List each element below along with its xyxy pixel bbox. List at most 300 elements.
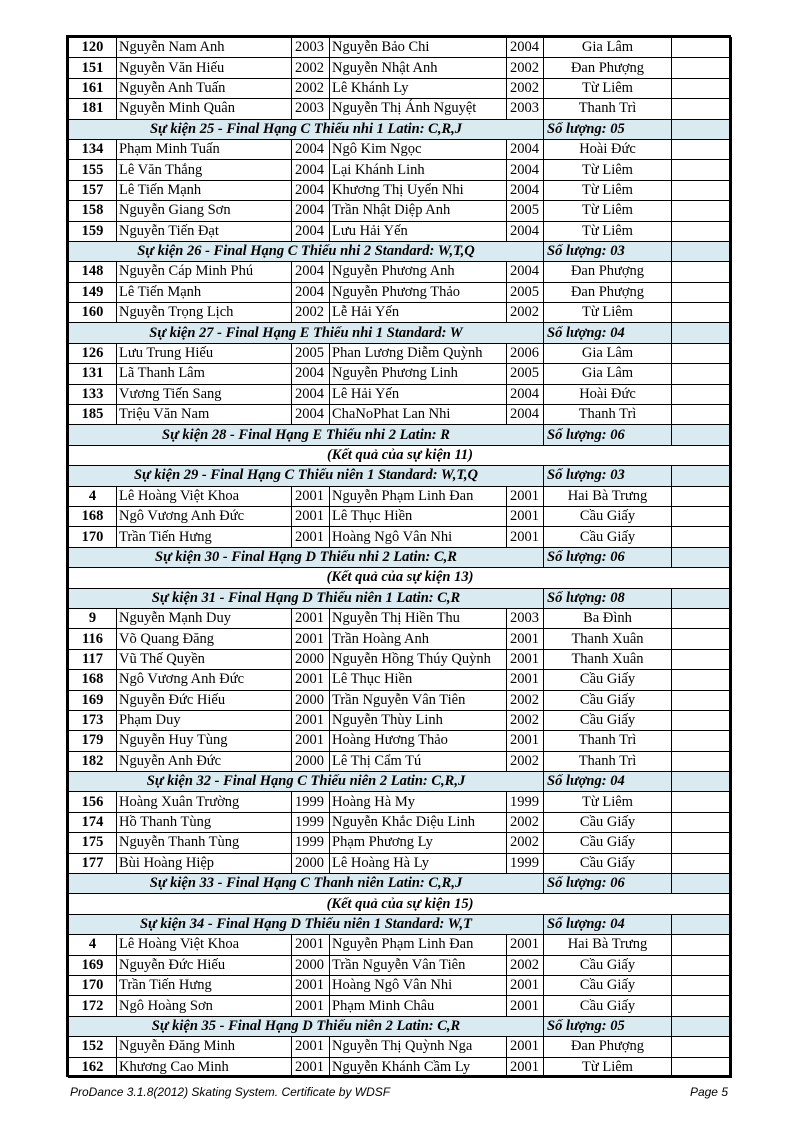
male-name: Ngô Vương Anh Đức — [117, 670, 292, 690]
event-note-row — [69, 568, 732, 588]
male-birth-year: 2003 — [292, 38, 330, 58]
female-birth-year: 2002 — [507, 955, 544, 975]
empty-cell — [672, 1057, 732, 1077]
empty-cell — [672, 975, 732, 995]
empty-cell — [672, 221, 732, 241]
couple-number: 172 — [69, 996, 117, 1016]
male-name: Trần Tiến Hưng — [117, 527, 292, 547]
club: Đan Phượng — [544, 58, 672, 78]
female-name: Trần Nhật Diệp Anh — [330, 201, 507, 221]
male-birth-year: 2001 — [292, 1037, 330, 1057]
male-name: Khương Cao Minh — [117, 1057, 292, 1077]
female-birth-year: 2002 — [507, 78, 544, 98]
club: Cầu Giấy — [544, 833, 672, 853]
female-name: ChaNoPhat Lan Nhi — [330, 405, 507, 425]
female-name: Phan Lương Diễm Quỳnh — [330, 343, 507, 363]
male-birth-year: 2001 — [292, 1057, 330, 1077]
empty-cell — [672, 649, 732, 669]
event-title: Sự kiện 25 - Final Hạng C Thiếu nhi 1 Latin: C,R,J — [69, 119, 544, 139]
female-name: Lưu Hải Yến — [330, 221, 507, 241]
male-birth-year: 2004 — [292, 405, 330, 425]
couple-number: 126 — [69, 343, 117, 363]
male-name: Phạm Duy — [117, 710, 292, 730]
event-note: (Kết quả của sự kiện 13) — [69, 568, 732, 588]
male-name: Phạm Minh Tuấn — [117, 139, 292, 159]
couple-number: 168 — [69, 506, 117, 526]
male-birth-year: 2001 — [292, 486, 330, 506]
female-name: Nguyễn Thùy Linh — [330, 710, 507, 730]
female-birth-year: 2006 — [507, 343, 544, 363]
club: Từ Liêm — [544, 160, 672, 180]
couple-number: 117 — [69, 649, 117, 669]
club: Hai Bà Trưng — [544, 486, 672, 506]
female-birth-year: 2004 — [507, 160, 544, 180]
table-row — [69, 139, 732, 159]
event-header-row — [69, 874, 732, 894]
female-name: Hoàng Hương Thảo — [330, 731, 507, 751]
male-birth-year: 2002 — [292, 58, 330, 78]
female-birth-year: 2003 — [507, 608, 544, 628]
club: Thanh Trì — [544, 751, 672, 771]
male-name: Trần Tiến Hưng — [117, 975, 292, 995]
male-name: Nguyễn Tiến Đạt — [117, 221, 292, 241]
couple-number: 177 — [69, 853, 117, 873]
female-birth-year: 2001 — [507, 731, 544, 751]
club: Từ Liêm — [544, 201, 672, 221]
female-birth-year: 2004 — [507, 38, 544, 58]
male-name: Nguyễn Anh Tuấn — [117, 78, 292, 98]
club: Thanh Xuân — [544, 629, 672, 649]
female-name: Nguyễn Phạm Linh Đan — [330, 935, 507, 955]
male-birth-year: 2001 — [292, 975, 330, 995]
female-name: Nguyễn Phạm Linh Đan — [330, 486, 507, 506]
couple-number: 4 — [69, 486, 117, 506]
female-name: Lê Khánh Ly — [330, 78, 507, 98]
club: Thanh Trì — [544, 731, 672, 751]
male-name: Lê Văn Thắng — [117, 160, 292, 180]
female-birth-year: 2001 — [507, 1057, 544, 1077]
female-birth-year: 2004 — [507, 139, 544, 159]
empty-cell — [672, 466, 732, 486]
female-birth-year: 2001 — [507, 935, 544, 955]
club: Gia Lâm — [544, 343, 672, 363]
male-name: Ngô Hoàng Sơn — [117, 996, 292, 1016]
empty-cell — [672, 343, 732, 363]
table-row — [69, 833, 732, 853]
table-row — [69, 1057, 732, 1077]
footer-page-number: Page 5 — [689, 1085, 728, 1099]
couple-number: 133 — [69, 384, 117, 404]
event-count: Số lượng: 06 — [544, 547, 672, 567]
empty-cell — [672, 547, 732, 567]
female-birth-year: 2001 — [507, 1037, 544, 1057]
club: Cầu Giấy — [544, 670, 672, 690]
male-birth-year: 2001 — [292, 506, 330, 526]
table-row — [69, 78, 732, 98]
couple-number: 9 — [69, 608, 117, 628]
female-birth-year: 2001 — [507, 506, 544, 526]
empty-cell — [672, 241, 732, 261]
female-name: Trần Nguyễn Vân Tiên — [330, 955, 507, 975]
couple-number: 156 — [69, 792, 117, 812]
table-row — [69, 160, 732, 180]
female-birth-year: 2004 — [507, 262, 544, 282]
event-count: Số lượng: 08 — [544, 588, 672, 608]
female-name: Lại Khánh Linh — [330, 160, 507, 180]
event-count: Số lượng: 03 — [544, 241, 672, 261]
female-birth-year: 2001 — [507, 670, 544, 690]
male-birth-year: 2001 — [292, 527, 330, 547]
male-birth-year: 2004 — [292, 384, 330, 404]
table-row — [69, 935, 732, 955]
female-name: Hoàng Hà My — [330, 792, 507, 812]
female-birth-year: 2002 — [507, 303, 544, 323]
couple-number: 162 — [69, 1057, 117, 1077]
event-title: Sự kiện 30 - Final Hạng D Thiếu nhi 2 Latin: C,R — [69, 547, 544, 567]
female-birth-year: 2001 — [507, 486, 544, 506]
male-birth-year: 2001 — [292, 608, 330, 628]
female-birth-year: 2004 — [507, 384, 544, 404]
female-name: Lê Hoàng Hà Ly — [330, 853, 507, 873]
female-name: Phạm Phương Ly — [330, 833, 507, 853]
male-name: Nguyễn Nam Anh — [117, 38, 292, 58]
club: Cầu Giấy — [544, 812, 672, 832]
male-birth-year: 2001 — [292, 996, 330, 1016]
club: Từ Liêm — [544, 792, 672, 812]
event-title: Sự kiện 29 - Final Hạng C Thiếu niên 1 Standard: W,T,Q — [69, 466, 544, 486]
table-row — [69, 690, 732, 710]
female-birth-year: 2001 — [507, 527, 544, 547]
table-row — [69, 506, 732, 526]
male-birth-year: 2004 — [292, 262, 330, 282]
empty-cell — [672, 751, 732, 771]
page-footer — [70, 1085, 730, 1099]
female-name: Nguyễn Phương Linh — [330, 364, 507, 384]
event-count: Số lượng: 05 — [544, 119, 672, 139]
female-birth-year: 2002 — [507, 690, 544, 710]
event-title: Sự kiện 33 - Final Hạng C Thanh niên Latin: C,R,J — [69, 874, 544, 894]
female-birth-year: 2005 — [507, 282, 544, 302]
table-row — [69, 38, 732, 58]
male-name: Bùi Hoàng Hiệp — [117, 853, 292, 873]
male-name: Triệu Văn Nam — [117, 405, 292, 425]
event-title: Sự kiện 34 - Final Hạng D Thiếu niên 1 Standard: W,T — [69, 914, 544, 934]
female-birth-year: 2001 — [507, 975, 544, 995]
male-birth-year: 2004 — [292, 364, 330, 384]
empty-cell — [672, 405, 732, 425]
club: Cầu Giấy — [544, 955, 672, 975]
event-count: Số lượng: 04 — [544, 914, 672, 934]
table-row — [69, 527, 732, 547]
event-header-row — [69, 772, 732, 792]
empty-cell — [672, 853, 732, 873]
couple-number: 157 — [69, 180, 117, 200]
table-row — [69, 405, 732, 425]
empty-cell — [672, 78, 732, 98]
empty-cell — [672, 608, 732, 628]
table-row — [69, 670, 732, 690]
event-count: Số lượng: 06 — [544, 425, 672, 445]
event-note: (Kết quả của sự kiện 11) — [69, 445, 732, 465]
male-name: Lê Hoàng Việt Khoa — [117, 935, 292, 955]
empty-cell — [672, 323, 732, 343]
female-name: Nguyễn Thị Quỳnh Nga — [330, 1037, 507, 1057]
couple-number: 173 — [69, 710, 117, 730]
female-birth-year: 2001 — [507, 996, 544, 1016]
club: Cầu Giấy — [544, 975, 672, 995]
male-birth-year: 2001 — [292, 629, 330, 649]
event-title: Sự kiện 31 - Final Hạng D Thiếu niên 1 Latin: C,R — [69, 588, 544, 608]
male-name: Lê Tiến Mạnh — [117, 282, 292, 302]
female-birth-year: 2003 — [507, 99, 544, 119]
empty-cell — [672, 629, 732, 649]
male-birth-year: 2001 — [292, 935, 330, 955]
female-name: Nguyễn Khánh Cầm Ly — [330, 1057, 507, 1077]
male-name: Nguyễn Đức Hiếu — [117, 690, 292, 710]
event-header-row — [69, 425, 732, 445]
table-row — [69, 201, 732, 221]
club: Đan Phượng — [544, 282, 672, 302]
female-name: Lễ Hải Yến — [330, 303, 507, 323]
male-name: Hoàng Xuân Trường — [117, 792, 292, 812]
male-name: Nguyễn Trọng Lịch — [117, 303, 292, 323]
couple-number: 181 — [69, 99, 117, 119]
table-row — [69, 731, 732, 751]
female-name: Nguyễn Bảo Chi — [330, 38, 507, 58]
couple-number: 116 — [69, 629, 117, 649]
couple-number: 179 — [69, 731, 117, 751]
empty-cell — [672, 772, 732, 792]
event-count: Số lượng: 06 — [544, 874, 672, 894]
empty-cell — [672, 119, 732, 139]
male-name: Lưu Trung Hiếu — [117, 343, 292, 363]
empty-cell — [672, 874, 732, 894]
female-name: Phạm Minh Châu — [330, 996, 507, 1016]
club: Từ Liêm — [544, 180, 672, 200]
couple-number: 148 — [69, 262, 117, 282]
couple-number: 161 — [69, 78, 117, 98]
table-row — [69, 812, 732, 832]
couple-number: 185 — [69, 405, 117, 425]
couple-number: 182 — [69, 751, 117, 771]
male-birth-year: 2002 — [292, 303, 330, 323]
event-title: Sự kiện 27 - Final Hạng E Thiếu nhi 1 Standard: W — [69, 323, 544, 343]
table-row — [69, 792, 732, 812]
female-birth-year: 1999 — [507, 853, 544, 873]
couple-number: 170 — [69, 527, 117, 547]
table-row — [69, 282, 732, 302]
male-name: Nguyễn Giang Sơn — [117, 201, 292, 221]
male-name: Nguyễn Mạnh Duy — [117, 608, 292, 628]
male-birth-year: 2000 — [292, 649, 330, 669]
empty-cell — [672, 282, 732, 302]
male-birth-year: 2003 — [292, 99, 330, 119]
club: Ba Đình — [544, 608, 672, 628]
female-birth-year: 2001 — [507, 629, 544, 649]
table-row — [69, 853, 732, 873]
male-name: Ngô Vương Anh Đức — [117, 506, 292, 526]
couple-number: 169 — [69, 955, 117, 975]
club: Từ Liêm — [544, 303, 672, 323]
club: Gia Lâm — [544, 38, 672, 58]
male-name: Vương Tiến Sang — [117, 384, 292, 404]
male-name: Nguyễn Đăng Minh — [117, 1037, 292, 1057]
male-name: Nguyễn Anh Đức — [117, 751, 292, 771]
male-name: Võ Quang Đăng — [117, 629, 292, 649]
male-birth-year: 2001 — [292, 710, 330, 730]
female-birth-year: 1999 — [507, 792, 544, 812]
couple-number: 149 — [69, 282, 117, 302]
event-note-row — [69, 445, 732, 465]
club: Cầu Giấy — [544, 710, 672, 730]
event-note-row — [69, 894, 732, 914]
empty-cell — [672, 58, 732, 78]
table-row — [69, 1037, 732, 1057]
female-name: Lê Hải Yến — [330, 384, 507, 404]
male-birth-year: 1999 — [292, 833, 330, 853]
empty-cell — [672, 180, 732, 200]
empty-cell — [672, 812, 732, 832]
female-name: Nguyễn Phương Thảo — [330, 282, 507, 302]
female-name: Nguyễn Nhật Anh — [330, 58, 507, 78]
club: Gia Lâm — [544, 364, 672, 384]
club: Hoài Đức — [544, 139, 672, 159]
male-birth-year: 2000 — [292, 853, 330, 873]
event-header-row — [69, 119, 732, 139]
female-birth-year: 2002 — [507, 812, 544, 832]
event-header-row — [69, 914, 732, 934]
table-row — [69, 629, 732, 649]
male-name: Lã Thanh Lâm — [117, 364, 292, 384]
club: Cầu Giấy — [544, 527, 672, 547]
female-name: Nguyễn Khắc Diệu Linh — [330, 812, 507, 832]
empty-cell — [672, 38, 732, 58]
male-name: Nguyễn Thanh Tùng — [117, 833, 292, 853]
empty-cell — [672, 99, 732, 119]
event-header-row — [69, 547, 732, 567]
empty-cell — [672, 262, 732, 282]
results-body — [69, 38, 732, 1078]
empty-cell — [672, 690, 732, 710]
male-birth-year: 2004 — [292, 180, 330, 200]
couple-number: 120 — [69, 38, 117, 58]
empty-cell — [672, 1016, 732, 1036]
couple-number: 155 — [69, 160, 117, 180]
event-header-row — [69, 466, 732, 486]
female-birth-year: 2002 — [507, 833, 544, 853]
couple-number: 158 — [69, 201, 117, 221]
female-birth-year: 2002 — [507, 751, 544, 771]
table-row — [69, 384, 732, 404]
table-row — [69, 608, 732, 628]
event-header-row — [69, 323, 732, 343]
table-row — [69, 99, 732, 119]
club: Thanh Xuân — [544, 649, 672, 669]
male-birth-year: 2000 — [292, 751, 330, 771]
male-birth-year: 2004 — [292, 139, 330, 159]
club: Từ Liêm — [544, 78, 672, 98]
female-name: Trần Hoàng Anh — [330, 629, 507, 649]
female-name: Hoàng Ngô Vân Nhi — [330, 975, 507, 995]
empty-cell — [672, 1037, 732, 1057]
male-birth-year: 2005 — [292, 343, 330, 363]
event-count: Số lượng: 04 — [544, 772, 672, 792]
couple-number: 168 — [69, 670, 117, 690]
empty-cell — [672, 955, 732, 975]
male-name: Nguyễn Minh Quân — [117, 99, 292, 119]
empty-cell — [672, 527, 732, 547]
club: Từ Liêm — [544, 221, 672, 241]
event-title: Sự kiện 26 - Final Hạng C Thiếu nhi 2 Standard: W,T,Q — [69, 241, 544, 261]
empty-cell — [672, 670, 732, 690]
male-birth-year: 2004 — [292, 221, 330, 241]
empty-cell — [672, 201, 732, 221]
empty-cell — [672, 710, 732, 730]
empty-cell — [672, 996, 732, 1016]
female-name: Nguyễn Hồng Thúy Quỳnh — [330, 649, 507, 669]
female-name: Khương Thị Uyển Nhi — [330, 180, 507, 200]
male-name: Hồ Thanh Tùng — [117, 812, 292, 832]
male-name: Nguyễn Cáp Minh Phú — [117, 262, 292, 282]
club: Hai Bà Trưng — [544, 935, 672, 955]
male-birth-year: 2004 — [292, 282, 330, 302]
female-birth-year: 2004 — [507, 221, 544, 241]
empty-cell — [672, 364, 732, 384]
female-birth-year: 2002 — [507, 710, 544, 730]
table-row — [69, 180, 732, 200]
table-row — [69, 649, 732, 669]
empty-cell — [672, 139, 732, 159]
female-birth-year: 2001 — [507, 649, 544, 669]
club: Cầu Giấy — [544, 996, 672, 1016]
couple-number: 170 — [69, 975, 117, 995]
couple-number: 151 — [69, 58, 117, 78]
male-birth-year: 2001 — [292, 670, 330, 690]
female-name: Hoàng Ngô Vân Nhi — [330, 527, 507, 547]
couple-number: 159 — [69, 221, 117, 241]
club: Đan Phượng — [544, 1037, 672, 1057]
club: Đan Phượng — [544, 262, 672, 282]
club: Cầu Giấy — [544, 853, 672, 873]
event-header-row — [69, 588, 732, 608]
table-row — [69, 303, 732, 323]
table-row — [69, 58, 732, 78]
couple-number: 134 — [69, 139, 117, 159]
female-name: Lê Thục Hiền — [330, 670, 507, 690]
male-name: Nguyễn Huy Tùng — [117, 731, 292, 751]
club: Hoài Đức — [544, 384, 672, 404]
empty-cell — [672, 731, 732, 751]
couple-number: 175 — [69, 833, 117, 853]
table-row — [69, 710, 732, 730]
couple-number: 152 — [69, 1037, 117, 1057]
event-count: Số lượng: 05 — [544, 1016, 672, 1036]
female-birth-year: 2002 — [507, 58, 544, 78]
club: Cầu Giấy — [544, 690, 672, 710]
empty-cell — [672, 833, 732, 853]
male-name: Nguyễn Đức Hiếu — [117, 955, 292, 975]
male-birth-year: 2004 — [292, 160, 330, 180]
couple-number: 169 — [69, 690, 117, 710]
event-title: Sự kiện 28 - Final Hạng E Thiếu nhi 2 Latin: R — [69, 425, 544, 445]
table-row — [69, 996, 732, 1016]
female-birth-year: 2005 — [507, 364, 544, 384]
results-table — [68, 37, 732, 1078]
empty-cell — [672, 588, 732, 608]
club: Thanh Trì — [544, 405, 672, 425]
empty-cell — [672, 935, 732, 955]
female-name: Nguyễn Thị Ánh Nguyệt — [330, 99, 507, 119]
